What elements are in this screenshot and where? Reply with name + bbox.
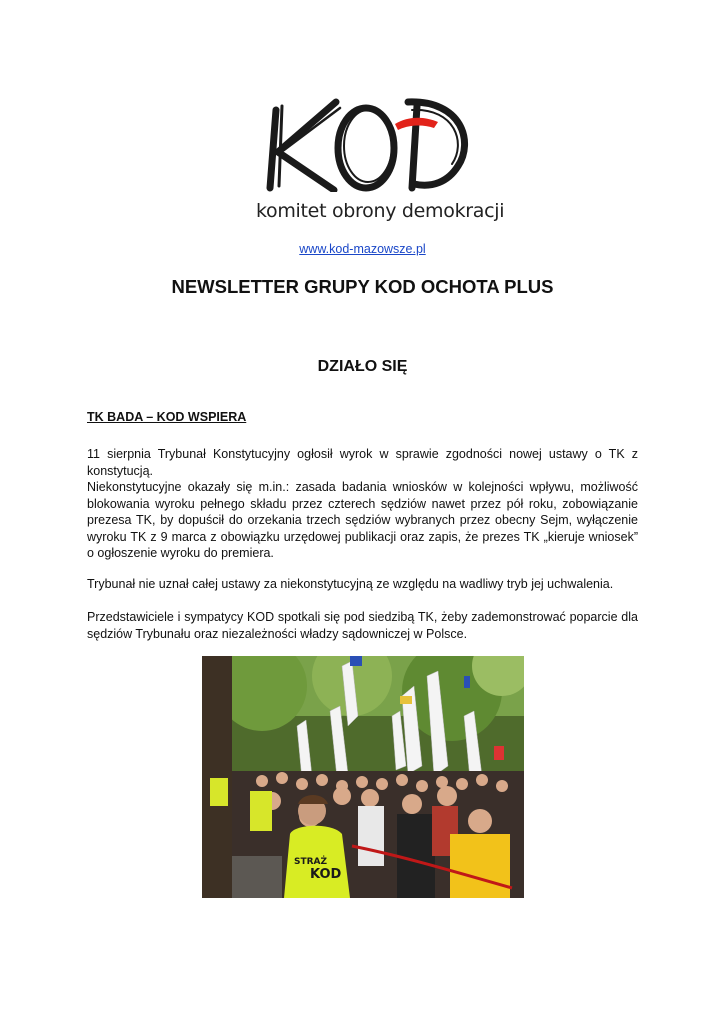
article-paragraph-2: Niekonstytucyjne okazały się m.in.: zasada badania wniosków w kolejności wpływu, możliwość blokowania wyroku pełnego składu przez czterech sędziów nawet przez pół roku, zobowiązanie prezesa TK, by dopuścił do orzekania trzech sędziów wybranych przez obecny Sejm, wyłączenie wyroku TK z 9 marca z obowiązku urzędowej publikacji oraz zapis, że prezes TK „kieruje wniosek” o ogłoszenie wyroku do premiera. — [87, 480, 638, 561]
article-paragraph-1: 11 sierpnia Trybunał Konstytucyjny ogłosił wyrok w sprawie zgodności nowej ustawy o TK z konstytucją. — [87, 447, 638, 478]
article-paragraph-3: Trybunał nie uznał całej ustawy za niekonstytucyjną ze względu na wadliwy tryb jej uchwalenia. — [87, 577, 614, 591]
vest-text-1: STRAŻ — [294, 857, 328, 867]
logo-subtitle: komitet obrony demokracji — [256, 200, 505, 222]
vest-text-2: KOD — [310, 867, 342, 882]
newsletter-title: NEWSLETTER GRUPY KOD OCHOTA PLUS — [171, 276, 554, 297]
website-link[interactable]: www.kod-mazowsze.pl — [299, 242, 426, 256]
section-heading: DZIAŁO SIĘ — [317, 358, 408, 375]
kod-logo-letters — [262, 92, 482, 192]
article-paragraph-4: Przedstawiciele i sympatycy KOD spotkali się pod siedzibą TK, żeby zademonstrować poparcie dla sędziów Trybunału oraz niezależności władzy sądowniczej w Polsce. — [87, 610, 638, 641]
article-heading: TK BADA – KOD WSPIERA — [87, 410, 247, 424]
kod-logo — [262, 92, 482, 192]
demonstration-photo — [202, 656, 524, 898]
